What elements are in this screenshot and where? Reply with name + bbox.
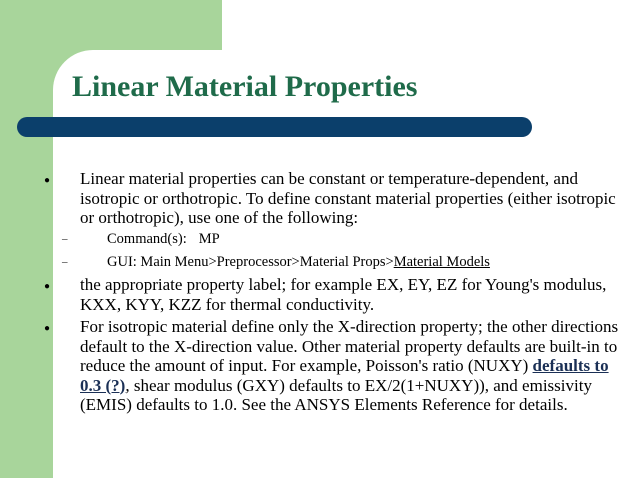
- bullet-3-marker: ●: [44, 323, 51, 334]
- sub-2-path: GUI: Main Menu>Preprocessor>Material Props>: [107, 254, 394, 270]
- sub-1-label: Command(s):: [107, 231, 187, 247]
- sub-1-value: MP: [198, 231, 220, 247]
- sub-1-marker: –: [62, 233, 68, 245]
- bullet-3-part2: , shear modulus (GXY) defaults to EX/2(1+NUXY)), and emissivity (EMIS) defaults to 1.0. See the ANSYS Elements Reference for details.: [80, 375, 592, 414]
- sub-2-text: [107, 253, 490, 271]
- bullet-3-part1: For isotropic material define only the X-direction property; the other directions default to the X-direction value. Other material property defaults are built-in to reduce the amount of input. For example, Poisson's ratio (NUXY): [80, 317, 619, 375]
- slide-title: Linear Material Properties: [72, 70, 418, 103]
- defaults-link[interactable]: defaults to 0.3 (?): [80, 356, 609, 395]
- bullet-2-marker: ●: [44, 281, 51, 292]
- title-underline-bar: [17, 117, 532, 137]
- bullet-1-text: Linear material properties can be constant or temperature-dependent, and isotropic or orthotropic. To define constant material properties (either isotropic or orthotropic), use one of the following:: [80, 169, 616, 227]
- sub-2-marker: –: [62, 256, 68, 268]
- sub-1-text: [107, 230, 220, 248]
- bullet-2-text: the appropriate property label; for example EX, EY, EZ for Young's modulus, KXX, KYY, KZZ for thermal conductivity.: [80, 275, 607, 314]
- material-models-link[interactable]: Material Models: [393, 254, 490, 270]
- bullet-1-marker: ●: [44, 175, 51, 186]
- bullet-3-text: [80, 317, 620, 415]
